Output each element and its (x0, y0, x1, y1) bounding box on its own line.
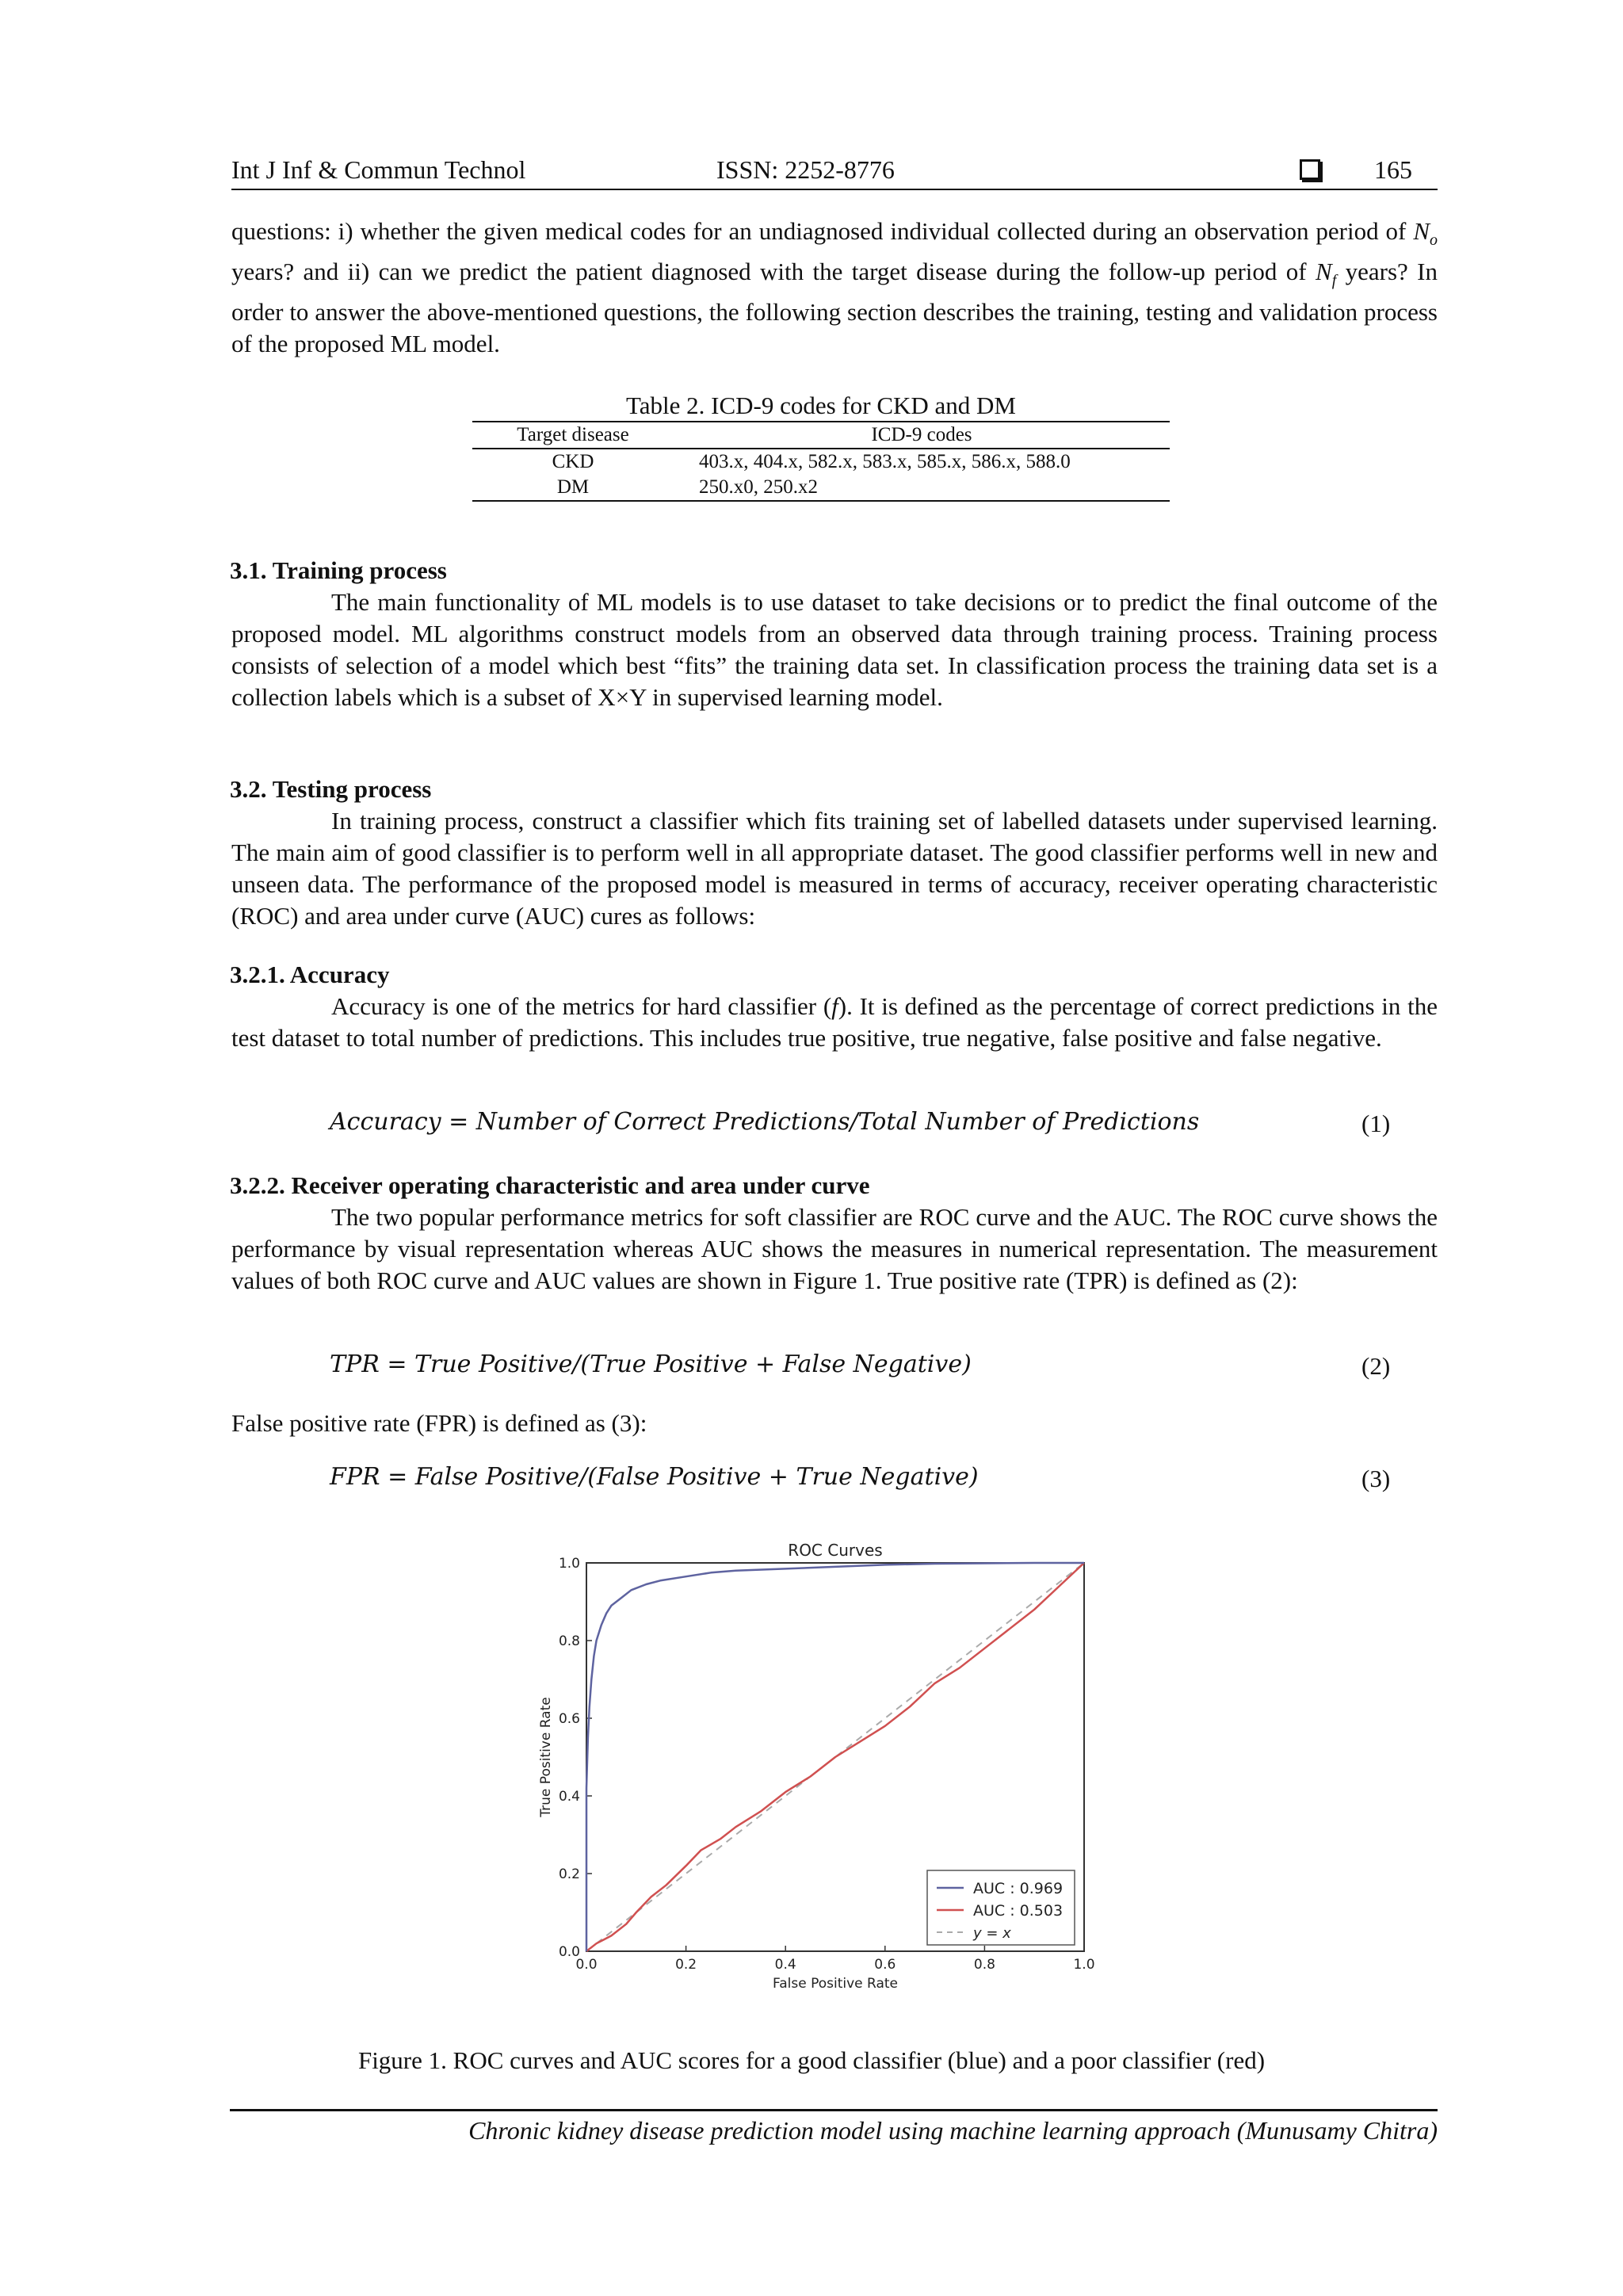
table-header-cell: Target disease (517, 424, 629, 445)
x-tick-label: 0.4 (774, 1957, 796, 1973)
legend-label-poor: AUC : 0.503 (973, 1902, 1064, 1920)
section-body-3-2-2: The two popular performance metrics for soft classifier are ROC curve and the AUC. The ROC curve shows the performance by visual representation whereas AUC shows the measures in numerical representation. The measurement values of both ROC curve and AUC values are shown in Figure 1. True positive rate (TPR) is defined as (2): (231, 1203, 1438, 1294)
equation-1: Accuracy = Number of Correct Predictions/Total Number of Predictions (330, 1108, 1200, 1136)
table-header-cell: ICD-9 codes (871, 424, 972, 445)
x-tick-label: 0.0 (575, 1957, 598, 1973)
table-cell: CKD (552, 451, 594, 472)
equation-number: (2) (1361, 1352, 1391, 1380)
section-heading-3-2: 3.2. Testing process (230, 775, 432, 803)
y-tick-label: 0.2 (558, 1866, 580, 1882)
y-tick-label: 0.8 (558, 1633, 580, 1649)
x-axis-label: False Positive Rate (773, 1976, 898, 1992)
section-heading-3-2-2: 3.2.2. Receiver operating characteristic and area under curve (230, 1171, 870, 1199)
figure-caption: Figure 1. ROC curves and AUC scores for a good classifier (blue) and a poor classifier (red) (357, 2046, 1266, 2074)
y-tick-label: 0.6 (558, 1711, 580, 1727)
section-heading-3-1: 3.1. Training process (230, 556, 447, 584)
section-body-3-2-1: Accuracy is one of the metrics for hard classifier (f). It is defined as the percentage of correct predictions in the test dataset to total number of predictions. This includes true positive, true negative, false positive and false negative. (231, 992, 1438, 1052)
section-body-3-1: The main functionality of ML models is to use dataset to take decisions or to predict the final outcome of the proposed model. ML algorithms construct models from an observed data through training process. Training process consists of selection of a model which best “fits” the training data set. In classification process the training data set is a collection labels which is a subset of X×Y in supervised learning model. (231, 588, 1438, 711)
footer-rule (230, 2109, 1438, 2111)
issn: ISSN: 2252-8776 (716, 155, 895, 184)
equation-number: (3) (1361, 1465, 1391, 1492)
table-caption: Table 2. ICD-9 codes for CKD and DM (625, 392, 1016, 419)
table-cell: DM (556, 476, 590, 498)
table-row (472, 449, 1170, 475)
section-heading-3-2-1: 3.2.1. Accuracy (230, 961, 390, 988)
intro-paragraph: questions: i) whether the given medical codes for an undiagnosed individual collected during an observation period of $N_o$ years? and ii) can we predict the patient diagnosed with the target disease during the follow-up period of $N_f$ years? In order to answer the above-mentioned questions, the following section describes the training, testing and validation process of the proposed ML model. (231, 217, 1438, 358)
journal-name: Int J Inf & Commun Technol (231, 155, 526, 184)
y-tick-label: 0.4 (558, 1789, 580, 1805)
section-body-3-2: In training process, construct a classifier which fits training set of labelled datasets under supervised learning. The main aim of good classifier is to perform well in all appropriate dataset. The good classifier performs well in new and unseen data. The performance of the proposed model is measured in terms of accuracy, receiver operating characteristic (ROC) and area under curve (AUC) cures as follows: (231, 807, 1438, 930)
x-tick-label: 0.2 (675, 1957, 697, 1973)
fpr-intro: False positive rate (FPR) is defined as (3): (231, 1409, 647, 1437)
table-cell: 250.x0, 250.x2 (699, 476, 818, 498)
header-rule (231, 189, 1438, 190)
legend (927, 1870, 1075, 1945)
x-tick-label: 0.6 (874, 1957, 896, 1973)
y-tick-label: 1.0 (558, 1556, 580, 1572)
footer-citation: Chronic kidney disease prediction model using machine learning approach (Munusamy Chitra) (468, 2116, 1438, 2145)
x-tick-label: 1.0 (1073, 1957, 1095, 1973)
legend-label-diagonal: y = x (973, 1925, 1011, 1942)
equation-number: (1) (1361, 1110, 1391, 1137)
roc-chart (523, 1538, 1125, 1997)
table-2 (472, 421, 1170, 502)
y-axis-label: True Positive Rate (538, 1697, 554, 1817)
page-number: 165 (1374, 155, 1412, 184)
table-row (472, 475, 1170, 501)
equation-2: TPR = True Positive/(True Positive + False Negative) (330, 1350, 972, 1378)
equation-3: FPR = False Positive/(False Positive + True Negative) (330, 1463, 979, 1491)
chart-title: ROC Curves (788, 1541, 883, 1560)
legend-label-good: AUC : 0.969 (973, 1880, 1064, 1897)
table-header-row (472, 422, 1170, 449)
y-tick-label: 0.0 (558, 1944, 580, 1960)
x-tick-label: 0.8 (973, 1957, 995, 1973)
box-icon (1300, 155, 1320, 185)
table-cell: 403.x, 404.x, 582.x, 583.x, 585.x, 586.x, 588.0 (699, 451, 1071, 472)
